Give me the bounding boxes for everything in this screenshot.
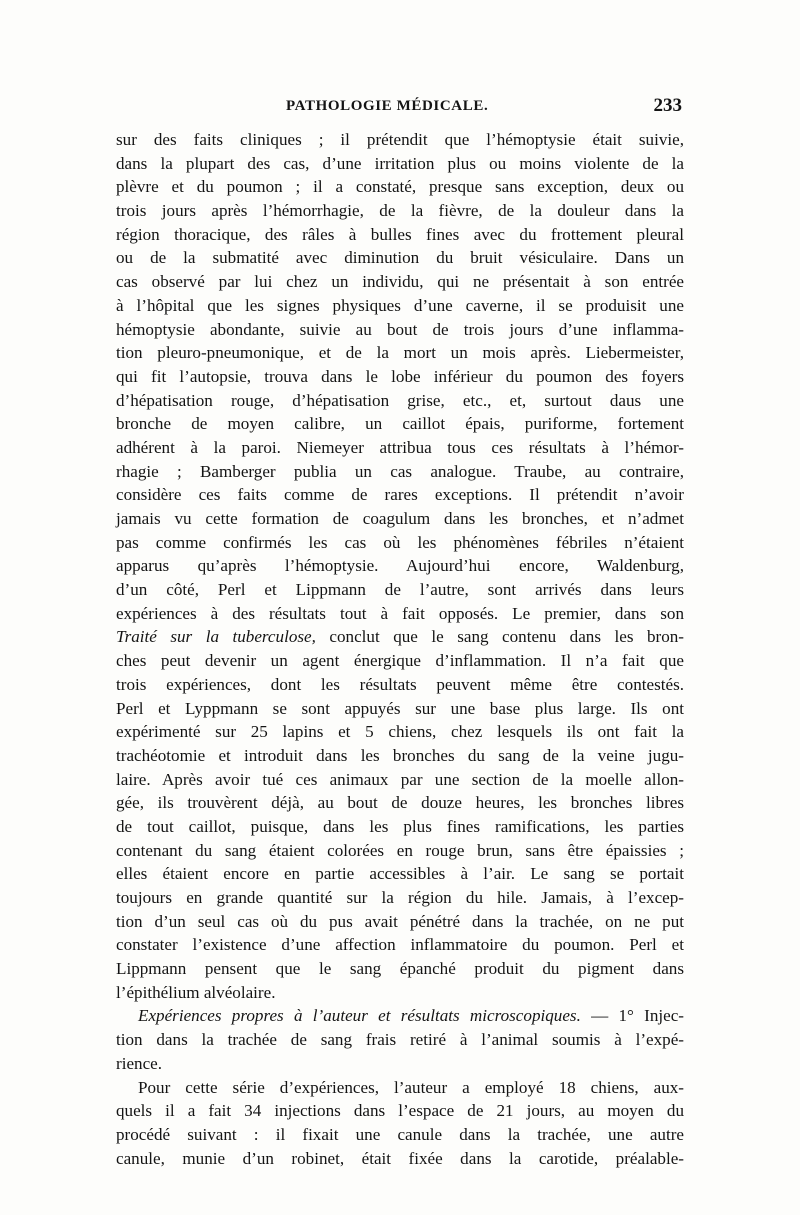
text-line bbox=[116, 436, 684, 460]
text-segment: trachéotomie et introduit dans les bronches du sang de la veine jugu- bbox=[116, 745, 684, 765]
text-segment: constater l’existence d’une affection inflammatoire du poumon. Perl et bbox=[116, 935, 684, 955]
text-segment: procédé suivant : il fixait une canule dans la trachée, une autre bbox=[116, 1124, 684, 1144]
text-line bbox=[116, 1028, 684, 1052]
italic-text: Traité sur la tuberculose, bbox=[116, 627, 316, 647]
text-segment: d’hépatisation rouge, d’hépatisation grise, etc., et, surtout daus une bbox=[116, 390, 684, 410]
text-line bbox=[116, 602, 684, 626]
text-segment: qui fit l’autopsie, trouva dans le lobe inférieur du poumon des foyers bbox=[116, 366, 684, 386]
page-number: 233 bbox=[653, 95, 682, 116]
text-line bbox=[116, 175, 684, 199]
running-title: PATHOLOGIE MÉDICALE. bbox=[286, 98, 489, 114]
text-segment: Perl et Lyppmann se sont appuyés sur une base plus large. Ils ont bbox=[116, 698, 684, 718]
text-line bbox=[116, 507, 684, 531]
text-segment: Lippmann pensent que le sang épanché produit du pigment dans bbox=[116, 959, 684, 979]
text-line bbox=[116, 199, 684, 223]
text-segment: expérimenté sur 25 lapins et 5 chiens, chez lesquels ils ont fait la bbox=[116, 722, 684, 742]
text-line bbox=[116, 839, 684, 863]
text-line bbox=[116, 483, 684, 507]
text-line bbox=[116, 744, 684, 768]
text-line bbox=[116, 862, 684, 886]
paragraph bbox=[116, 1076, 684, 1171]
text-line bbox=[116, 341, 684, 365]
text-segment: cas observé par lui chez un individu, qui ne présentait à son entrée bbox=[116, 272, 684, 292]
text-line bbox=[116, 365, 684, 389]
text-segment: rhagie ; Bamberger publia un cas analogue. Traube, au contraire, bbox=[116, 461, 684, 481]
text-segment: expériences à des résultats tout à fait opposés. Le premier, dans son bbox=[116, 603, 684, 623]
text-line bbox=[116, 578, 684, 602]
text-segment: région thoracique, des râles à bulles fines avec du frottement pleural bbox=[116, 224, 684, 244]
page-header bbox=[116, 95, 684, 124]
text-line bbox=[116, 886, 684, 910]
text-line bbox=[116, 531, 684, 555]
text-segment: toujours en grande quantité sur la région du hile. Jamais, à l’excep- bbox=[116, 888, 684, 907]
body-text bbox=[116, 128, 684, 1170]
text-line bbox=[116, 791, 684, 815]
text-line bbox=[116, 1147, 684, 1171]
text-segment: bronche de moyen calibre, un caillot épais, puriforme, fortement bbox=[116, 414, 684, 434]
text-segment: gée, ils trouvèrent déjà, au bout de douze heures, les bronches libres bbox=[116, 793, 684, 813]
text-segment: de tout caillot, puisque, dans les plus fines ramifications, les parties bbox=[116, 816, 684, 836]
text-line bbox=[116, 815, 684, 839]
text-segment: jamais vu cette formation de coagulum dans les bronches, et n’admet bbox=[116, 509, 684, 528]
text-line bbox=[116, 1123, 684, 1147]
text-segment: canule, munie d’un robinet, était fixée dans la carotide, préalable- bbox=[116, 1148, 684, 1168]
text-line bbox=[116, 768, 684, 792]
text-line bbox=[116, 246, 684, 270]
text-line bbox=[116, 720, 684, 744]
text-line bbox=[116, 625, 684, 649]
text-segment: tion d’un seul cas où du pus avait pénétré dans la trachée, on ne put bbox=[116, 911, 684, 931]
text-segment: d’un côté, Perl et Lippmann de l’autre, sont arrivés dans leurs bbox=[116, 580, 684, 600]
text-line bbox=[116, 412, 684, 436]
text-segment: laire. Après avoir tué ces animaux par une section de la moelle allon- bbox=[116, 769, 684, 789]
text-line bbox=[116, 1076, 684, 1100]
text-segment: considère ces faits comme de rares exceptions. Il prétendit n’avoir bbox=[116, 485, 684, 505]
text-line bbox=[116, 128, 684, 152]
text-segment: — 1° Injec- bbox=[580, 1006, 684, 1026]
text-line bbox=[116, 697, 684, 721]
text-segment: plèvre et du poumon ; il a constaté, presque sans exception, deux ou bbox=[116, 177, 684, 197]
paragraph bbox=[116, 128, 684, 1004]
text-line bbox=[116, 1052, 684, 1076]
text-line bbox=[116, 554, 684, 578]
text-segment: sur des faits cliniques ; il prétendit que l’hémoptysie était suivie, bbox=[116, 130, 684, 149]
paragraph bbox=[116, 1004, 684, 1075]
text-segment: tion pleuro-pneumonique, et de la mort un mois après. Liebermeister, bbox=[116, 343, 684, 363]
text-line bbox=[116, 460, 684, 484]
text-line bbox=[116, 957, 684, 981]
text-segment: contenant du sang étaient colorées en rouge brun, sans être épaissies ; bbox=[116, 840, 684, 860]
text-line bbox=[116, 910, 684, 934]
text-segment: apparus qu’après l’hémoptysie. Aujourd’hui encore, Waldenburg, bbox=[116, 556, 684, 576]
text-segment: l’épithélium alvéolaire. bbox=[116, 982, 276, 1002]
text-segment: conclut que le sang contenu dans les bron- bbox=[315, 627, 684, 647]
text-segment: trois expériences, dont les résultats peuvent même être contestés. bbox=[116, 674, 684, 694]
text-line bbox=[116, 673, 684, 697]
text-line bbox=[116, 389, 684, 413]
text-segment: adhérent à la paroi. Niemeyer attribua tous ces résultats à l’hémor- bbox=[116, 437, 684, 457]
italic-text: Expériences propres à l’auteur et résultats microscopiques. bbox=[138, 1006, 581, 1026]
text-segment: pas comme confirmés les cas où les phénomènes fébriles n’étaient bbox=[116, 532, 684, 552]
text-line bbox=[116, 933, 684, 957]
text-line bbox=[116, 294, 684, 318]
text-line bbox=[116, 223, 684, 247]
text-segment: trois jours après l’hémorrhagie, de la fièvre, de la douleur dans la bbox=[116, 201, 684, 221]
text-line bbox=[116, 152, 684, 176]
text-line bbox=[116, 318, 684, 342]
text-line bbox=[116, 649, 684, 673]
text-segment: à l’hôpital que les signes physiques d’une caverne, il se produisit une bbox=[116, 295, 684, 315]
text-line bbox=[116, 270, 684, 294]
text-segment: dans la plupart des cas, d’une irritation plus ou moins violente de la bbox=[116, 153, 684, 173]
text-segment: ou de la submatité avec diminution du bruit vésiculaire. Dans un bbox=[116, 248, 684, 268]
text-line bbox=[116, 1099, 684, 1123]
text-segment: quels il a fait 34 injections dans l’espace de 21 jours, au moyen du bbox=[116, 1101, 684, 1121]
text-line bbox=[116, 1004, 684, 1028]
text-segment: tion dans la trachée de sang frais retiré à l’animal soumis à l’expé- bbox=[116, 1030, 684, 1050]
text-segment: rience. bbox=[116, 1053, 163, 1073]
text-segment: hémoptysie abondante, suivie au bout de trois jours d’une inflamma- bbox=[116, 319, 684, 339]
text-line bbox=[116, 981, 684, 1005]
text-segment: Pour cette série d’expériences, l’auteur a employé 18 chiens, aux- bbox=[138, 1077, 684, 1097]
text-segment: ches peut devenir un agent énergique d’inflammation. Il n’a fait que bbox=[116, 651, 684, 671]
text-segment: elles étaient encore en partie accessibles à l’air. Le sang se portait bbox=[116, 864, 684, 884]
